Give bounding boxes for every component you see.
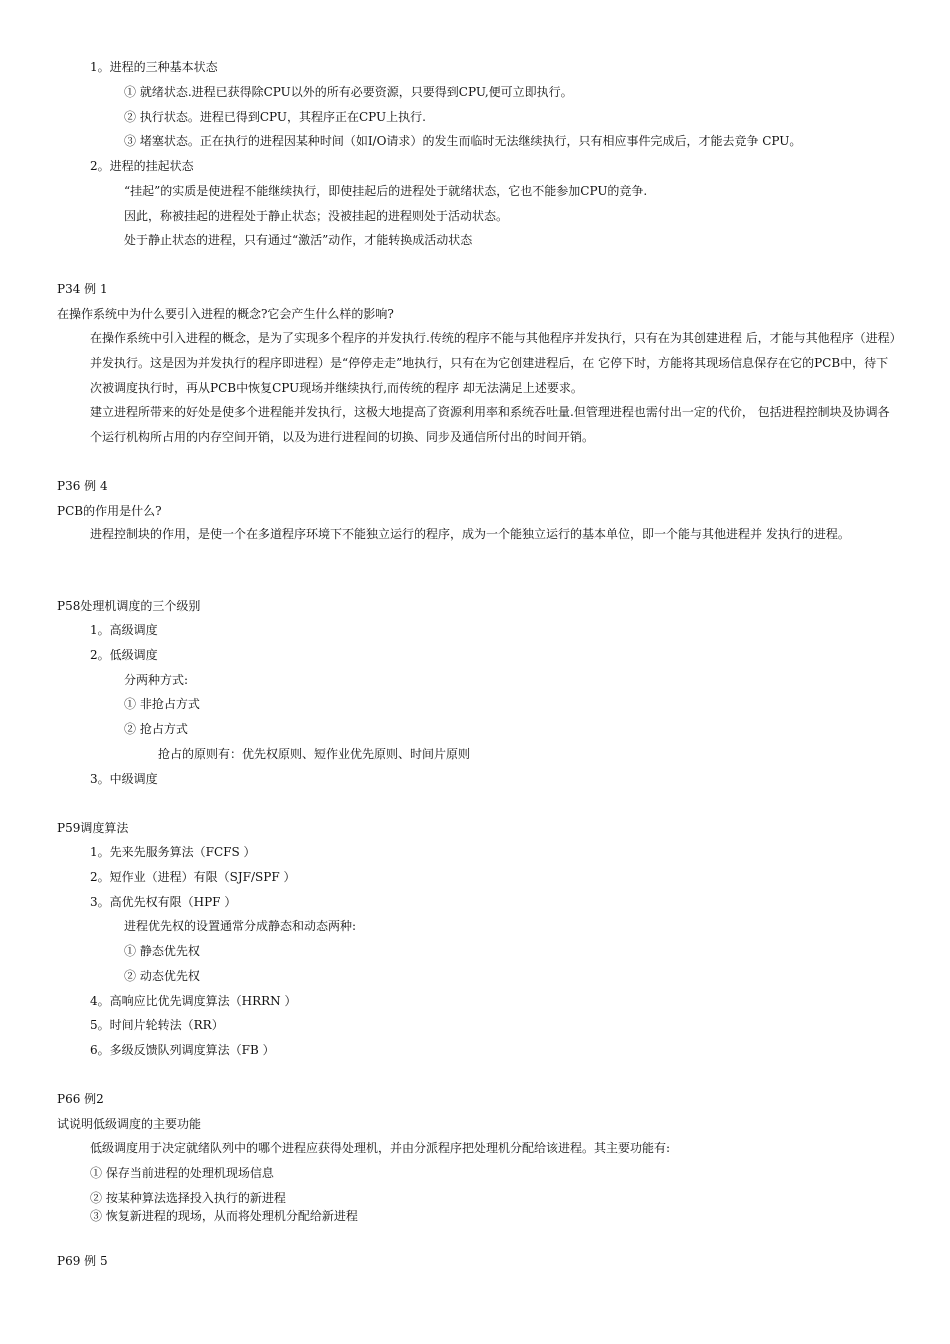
heading-p59: P59调度算法 xyxy=(57,821,129,835)
suspend-para-2: 因此，称被挂起的进程处于静止状态；没被挂起的进程则处于活动状态。 xyxy=(124,209,509,223)
level-low: 2。低级调度 xyxy=(90,648,158,662)
algo-hpf-intro: 进程优先权的设置通常分成静态和动态两种: xyxy=(124,919,357,933)
preemption-principles: 抢占的原则有：优先权原则、短作业优先原则、时间片原则 xyxy=(158,747,471,761)
level-high: 1。高级调度 xyxy=(90,623,158,637)
answer-p34-para-2: 建立进程所带来的好处是使多个进程能并发执行，这极大地提高了资源利用率和系统吞吐量.但管理进程也需付出一定的代价， 包括进程控制块及协调各个运行机构所占用的内存空间开销，以及为进行进程间的切换、同步及通信所付出的时间开销。 xyxy=(90,405,890,444)
answer-p34-para-1: 在操作系统中引入进程的概念，是为了实现多个程序的并发执行.传统的程序不能与其他程序并发执行，只有在为其创建进程 后，才能与其他程序（进程）并发执行。这是因为并发执行的程序即进程）是“停停走走”地执行，只有在为它创建进程后，在 它停下时，方能将其现场信息保存在它的PCB中，待下次被调度执行时，再从PCB中恢复CPU现场并继续执行,而传统的程序 却无法满足上述要求。 xyxy=(90,331,896,395)
heading-process-states: 1。进程的三种基本状态 xyxy=(90,60,218,74)
state-blocked: ③ 堵塞状态。正在执行的进程因某种时间（如I/O请求）的发生而临时无法继续执行，只有相应事件完成后，才能去竞争 CPU。 xyxy=(124,134,802,148)
example-ref-p34: P34 例 1 xyxy=(57,282,108,296)
algo-hpf: 3。高优先权有限（HPF ） xyxy=(90,895,237,909)
heading-suspend-state: 2。进程的挂起状态 xyxy=(90,159,194,173)
algo-hpf-static: ① 静态优先权 xyxy=(124,944,200,958)
function-select-process: ② 按某种算法选择投入执行的新进程 xyxy=(90,1191,286,1205)
state-ready: ① 就绪状态.进程已获得除CPU以外的所有必要资源，只要得到CPU,便可立即执行。 xyxy=(124,85,573,99)
question-p36: PCB的作用是什么? xyxy=(57,504,162,518)
example-ref-p66: P66 例2 xyxy=(57,1092,104,1106)
question-p66: 试说明低级调度的主要功能 xyxy=(57,1117,202,1131)
heading-p58: P58处理机调度的三个级别 xyxy=(57,599,201,613)
algo-sjf: 2。短作业（进程）有限（SJF/SPF ） xyxy=(90,870,296,884)
level-low-intro: 分两种方式: xyxy=(124,673,189,687)
state-running: ② 执行状态。进程已得到CPU，其程序正在CPU上执行. xyxy=(124,110,426,124)
algo-hrrn: 4。高响应比优先调度算法（HRRN ） xyxy=(90,994,297,1008)
question-p34: 在操作系统中为什么要引入进程的概念?它会产生什么样的影响? xyxy=(57,307,394,321)
algo-fb: 6。多级反馈队列调度算法（FB ） xyxy=(90,1043,275,1057)
answer-p66-intro: 低级调度用于决定就绪队列中的哪个进程应获得处理机，并由分派程序把处理机分配给该进程。其主要功能有: xyxy=(90,1141,671,1155)
algo-rr: 5。时间片轮转法（RR） xyxy=(90,1018,224,1032)
level-low-nonpreemptive: ① 非抢占方式 xyxy=(124,697,200,711)
level-low-preemptive: ② 抢占方式 xyxy=(124,722,188,736)
algo-fcfs: 1。先来先服务算法（FCFS ） xyxy=(90,845,256,859)
level-medium: 3。中级调度 xyxy=(90,772,158,786)
function-restore-context: ③ 恢复新进程的现场，从而将处理机分配给新进程 xyxy=(90,1209,358,1223)
algo-hpf-dynamic: ② 动态优先权 xyxy=(124,969,200,983)
example-ref-p69: P69 例 5 xyxy=(57,1254,108,1268)
suspend-para-3: 处于静止状态的进程，只有通过“激活”动作，才能转换成活动状态 xyxy=(124,233,473,247)
answer-p36: 进程控制块的作用，是使一个在多道程序环境下不能独立运行的程序，成为一个能独立运行的基本单位，即一个能与其他进程并 发执行的进程。 xyxy=(90,527,850,541)
function-save-context: ① 保存当前进程的处理机现场信息 xyxy=(90,1166,274,1180)
suspend-para-1: “挂起”的实质是使进程不能继续执行，即使挂起后的进程处于就绪状态，它也不能参加CPU的竞争. xyxy=(124,184,648,198)
example-ref-p36: P36 例 4 xyxy=(57,479,108,493)
